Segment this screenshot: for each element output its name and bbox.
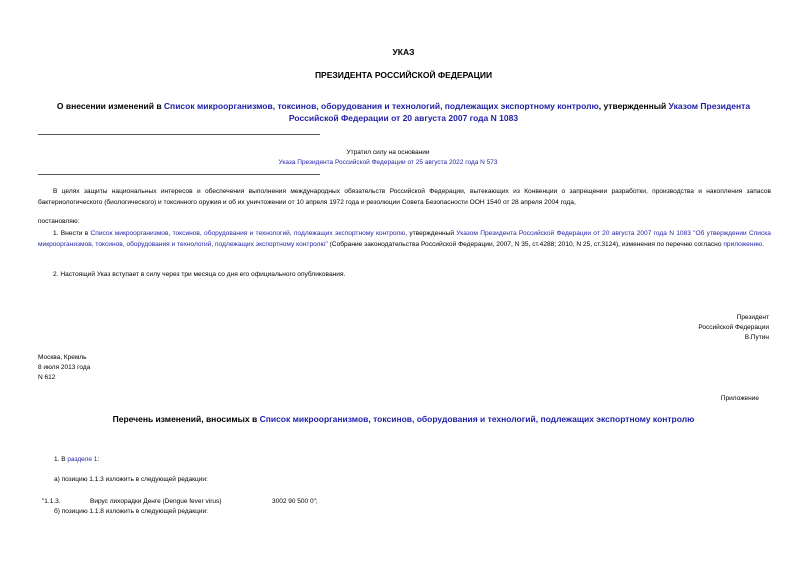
decree-number: N 612: [38, 374, 56, 381]
appendix-label: Приложение: [720, 395, 759, 402]
decree-heading: УКАЗ: [392, 47, 415, 57]
changes-title-link[interactable]: Список микроорганизмов, токсинов, оборудования и технологий, подлежащих экспортному контролю: [259, 414, 695, 424]
date-text: 8 июля 2013 года: [38, 364, 91, 371]
revocation-link[interactable]: Указа Президента Российской Федерации от 25 августа 2022 года N 573: [278, 159, 498, 166]
changes-list-title: [30, 414, 777, 424]
position-code: "1.1.3.: [42, 498, 61, 505]
item1-mid1: , утвержденный: [405, 230, 457, 237]
item1-appendix-link[interactable]: приложению: [723, 240, 763, 248]
preamble-text: В целях защиты национальных интересов и обеспечения выполнения международных обязательств Российской Федерации, вытекающих из Конвенции о запрещении разработки, производства и накопления запасов бактериологического (биологического) и токсинного оружия и об их уничтожении от 10 апреля 1972 года и резолюции Совета Безопасности ООН 1540 от 28 апреля 2004 года,: [38, 188, 771, 206]
subject-list-link[interactable]: Список микроорганизмов, токсинов, оборудования и технологий, подлежащих экспортному контролю: [163, 101, 599, 111]
position-name: Вирус лихорадки Денге (Dengue fever virus): [90, 498, 222, 505]
position-tnved-code: 3002 90 500 0";: [272, 498, 318, 505]
subject-prefix: О внесении изменений в: [56, 101, 164, 111]
separator-line-bottom: [38, 174, 320, 175]
item1-suffix: .: [762, 240, 764, 248]
item1-prefix: 1. Внести в: [53, 230, 91, 237]
revocation-note: Утратил силу на основании: [346, 149, 430, 156]
subject-decree-link-part2[interactable]: Российской Федерации от 20 августа 2007 года N 1083: [288, 113, 519, 123]
changes-title-prefix: Перечень изменений, вносимых в: [112, 414, 260, 424]
change-item-1-prefix: 1. В: [54, 456, 68, 463]
subject-decree-link-part1[interactable]: Указом Президента: [668, 101, 751, 111]
item1-list-link[interactable]: Список микроорганизмов, токсинов, оборудования и технологий, подлежащих экспортному контролю: [90, 230, 406, 237]
signature-name: В.Путин: [744, 334, 769, 341]
item1-decree-link[interactable]: Указом Президента Российской Федерации от 20 августа 2007 года N 1083 "Об утверждении Списка микроорганизмов, токсинов, оборудования и технологий, подлежащих экспортному контролю": [38, 230, 771, 248]
separator-line-top: [38, 134, 320, 135]
change-item-1-suffix: :: [97, 456, 100, 463]
item1-mid2: (Собрание законодательства Российской Федерации, 2007, N 35, ст.4288; 2010, N 25, ст.3124), изменения по перечню согласно: [327, 240, 724, 248]
change-item-a: а) позицию 1.1.3 изложить в следующей редакции:: [54, 476, 208, 483]
change-item-1: [54, 455, 99, 465]
subject-mid: , утвержденный: [598, 101, 669, 111]
decree-item-2: 2. Настоящий Указ вступает в силу через три месяца со дня его официального опубликования.: [53, 271, 346, 278]
decree-subject: [30, 100, 777, 124]
decree-item-1: [38, 229, 771, 250]
signature-country: Российской Федерации: [698, 324, 769, 331]
section-1-link[interactable]: разделе 1: [67, 456, 98, 463]
signature-title: Президент: [736, 314, 769, 321]
change-item-b: б) позицию 1.1.8 изложить в следующей редакции:: [54, 508, 208, 515]
place-text: Москва, Кремль: [38, 354, 87, 361]
decree-word: постановляю:: [38, 218, 80, 225]
decree-issuer: ПРЕЗИДЕНТА РОССИЙСКОЙ ФЕДЕРАЦИИ: [314, 70, 493, 80]
